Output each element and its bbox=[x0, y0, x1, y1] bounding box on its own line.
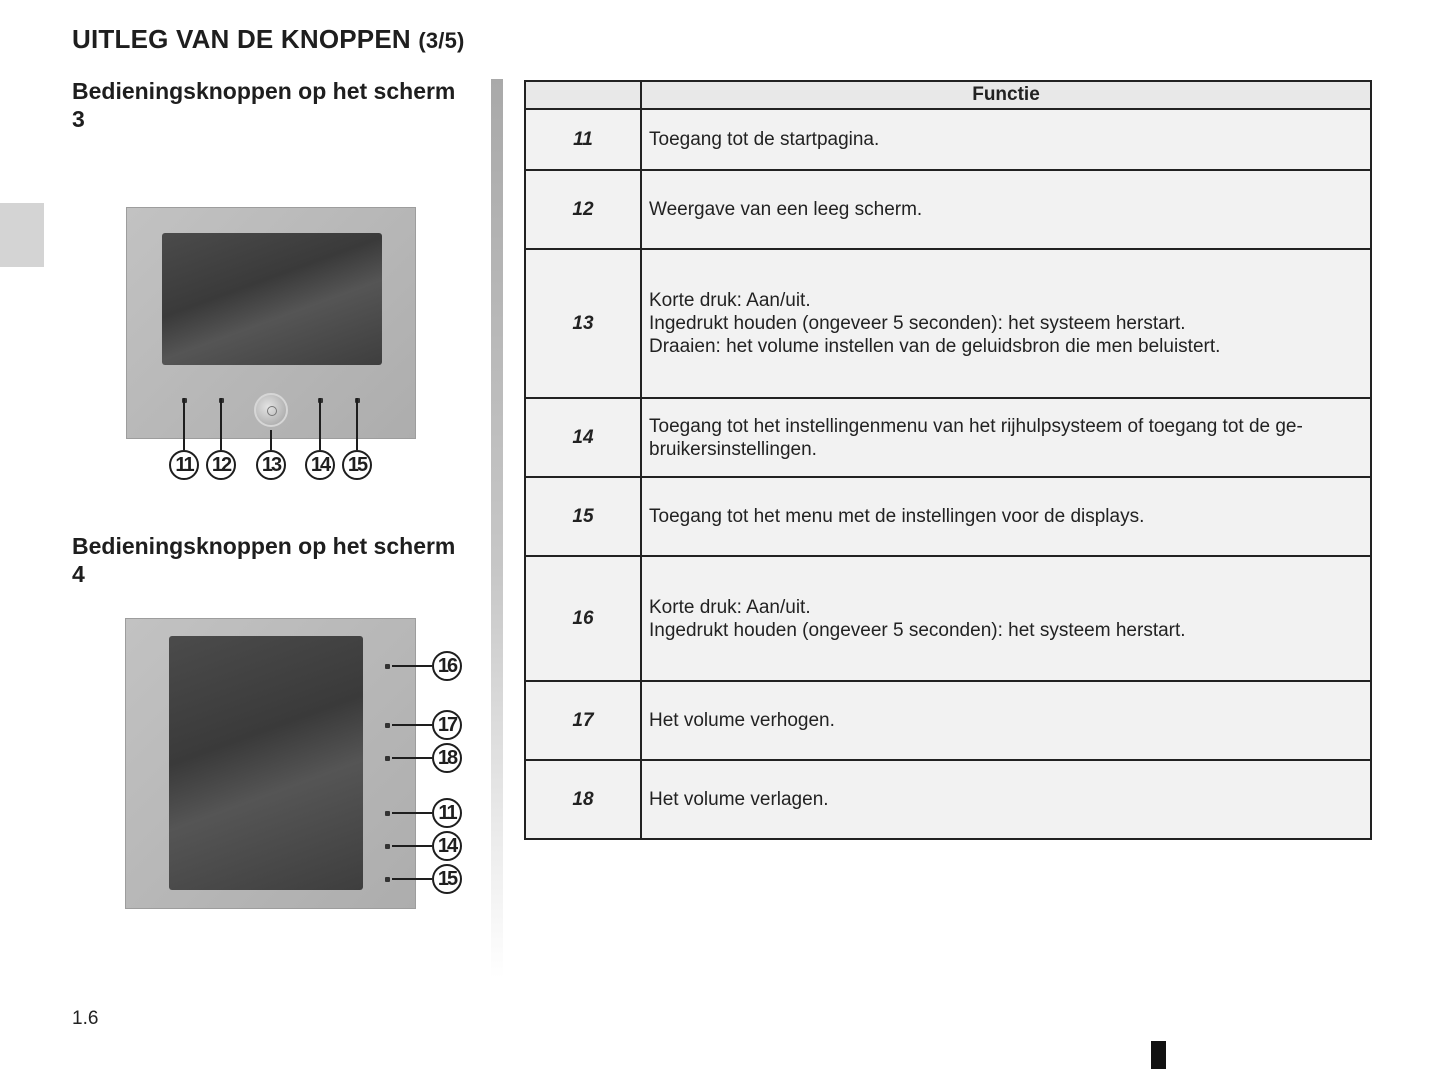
home-button-icon bbox=[385, 811, 390, 816]
callout-15: 15 bbox=[432, 864, 462, 894]
screen4-display bbox=[169, 636, 363, 890]
callout-13: 13 bbox=[256, 450, 286, 480]
leader-line bbox=[356, 398, 358, 450]
leader-line bbox=[392, 724, 432, 726]
row-description bbox=[641, 556, 1371, 681]
leader-line bbox=[183, 398, 185, 450]
row-number: 15 bbox=[525, 477, 641, 556]
display-settings-button-icon bbox=[385, 877, 390, 882]
callout-14: 14 bbox=[432, 831, 462, 861]
callout-12: 12 bbox=[206, 450, 236, 480]
callout-11: 11 bbox=[432, 798, 462, 828]
leader-line bbox=[392, 665, 432, 667]
row-description bbox=[641, 477, 1371, 556]
screen3-device-illustration bbox=[126, 207, 416, 439]
description-line: Korte druk: Aan/uit. bbox=[649, 290, 811, 311]
description-line: Draaien: het volume instellen van de geluidsbron die men beluistert. bbox=[649, 336, 1221, 357]
leader-line bbox=[392, 757, 432, 759]
header-number bbox=[525, 81, 641, 109]
row-description bbox=[641, 681, 1371, 760]
description-line: Toegang tot het instellingenmenu van het rijhulpsysteem of toegang tot de ge- bbox=[649, 415, 1303, 437]
description-line: Korte druk: Aan/uit. bbox=[649, 596, 811, 618]
row-number: 17 bbox=[525, 681, 641, 760]
description-line: Het volume verhogen. bbox=[649, 710, 835, 731]
driving-assist-button-icon bbox=[385, 844, 390, 849]
description-line: bruikersinstellingen. bbox=[649, 438, 817, 460]
row-description bbox=[641, 109, 1371, 170]
leader-line bbox=[220, 398, 222, 450]
table-header-row bbox=[525, 81, 1371, 109]
callout-17: 17 bbox=[432, 710, 462, 740]
volume-up-button-icon bbox=[385, 723, 390, 728]
column-divider bbox=[491, 79, 503, 979]
page-corner-mark bbox=[1151, 1041, 1166, 1069]
page-title-text: UITLEG VAN DE KNOPPEN bbox=[72, 24, 411, 54]
power-button-icon bbox=[385, 664, 390, 669]
section-heading-screen4: Bedieningsknoppen op het scherm 4 bbox=[72, 533, 456, 587]
description-line: Ingedrukt houden (ongeveer 5 seconden): het systeem herstart. bbox=[649, 313, 1186, 334]
page-title bbox=[72, 24, 465, 55]
page-number: 1.6 bbox=[72, 1008, 99, 1029]
callout-14: 14 bbox=[305, 450, 335, 480]
description-line: Ingedrukt houden (ongeveer 5 seconden): het systeem herstart. bbox=[649, 619, 1186, 641]
row-number: 16 bbox=[525, 556, 641, 681]
function-table bbox=[524, 80, 1372, 840]
description-line: Toegang tot het menu met de instellingen voor de displays. bbox=[649, 506, 1145, 527]
power-volume-knob-icon bbox=[254, 393, 288, 427]
callout-15: 15 bbox=[342, 450, 372, 480]
row-description bbox=[641, 170, 1371, 249]
page-title-suffix: (3/5) bbox=[418, 28, 465, 53]
row-number: 12 bbox=[525, 170, 641, 249]
table-row bbox=[525, 170, 1371, 249]
table-row bbox=[525, 681, 1371, 760]
row-description bbox=[641, 760, 1371, 839]
leader-line bbox=[392, 845, 432, 847]
table-row bbox=[525, 477, 1371, 556]
table-row bbox=[525, 249, 1371, 398]
screen4-device-illustration bbox=[125, 618, 416, 909]
callout-18: 18 bbox=[432, 743, 462, 773]
row-number: 13 bbox=[525, 249, 641, 398]
header-function: Functie bbox=[641, 81, 1371, 109]
leader-line bbox=[319, 398, 321, 450]
table-row bbox=[525, 556, 1371, 681]
row-number: 18 bbox=[525, 760, 641, 839]
description-line: Het volume verlagen. bbox=[649, 789, 829, 810]
section-heading-screen3: Bedieningsknoppen op het scherm 3 bbox=[72, 78, 456, 132]
row-number: 14 bbox=[525, 398, 641, 477]
leader-line bbox=[392, 812, 432, 814]
callout-11: 11 bbox=[169, 450, 199, 480]
chapter-tab bbox=[0, 203, 44, 267]
volume-down-button-icon bbox=[385, 756, 390, 761]
leader-line bbox=[270, 430, 272, 450]
description-line: Toegang tot de startpagina. bbox=[649, 129, 880, 150]
row-description bbox=[641, 398, 1371, 477]
row-number: 11 bbox=[525, 109, 641, 170]
leader-line bbox=[392, 878, 432, 880]
table-row bbox=[525, 398, 1371, 477]
screen3-display bbox=[162, 233, 382, 365]
description-line: Weergave van een leeg scherm. bbox=[649, 199, 923, 220]
table-row bbox=[525, 760, 1371, 839]
row-description bbox=[641, 249, 1371, 398]
callout-16: 16 bbox=[432, 651, 462, 681]
table-row bbox=[525, 109, 1371, 170]
